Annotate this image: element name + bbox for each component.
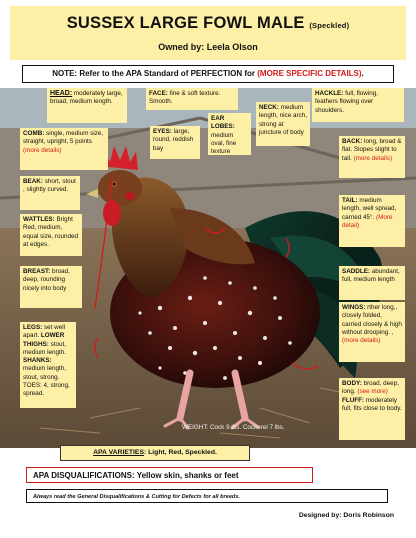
head-text: moderately large, broad, medium length. [50, 90, 123, 106]
label-neck [256, 102, 310, 146]
title-text: SUSSEX LARGE FOWL MALE [66, 14, 305, 32]
label-body [339, 378, 405, 440]
body-key: BODY: [342, 380, 362, 387]
label-eyes [150, 126, 200, 159]
shanks-key: SHANKS: [23, 357, 52, 365]
back-text: long, broad & flat. Slopes slight to tail. [342, 138, 402, 162]
face-key: FACE: [149, 90, 168, 97]
breast-key: BREAST: [23, 268, 51, 275]
owner-line: Owned by: Leela Olson [158, 42, 258, 52]
always-read-note: Always read the General Disqualifications & Cutting for Defects for all breeds. [26, 489, 388, 503]
saddle-key: SADDLE: [342, 268, 370, 275]
tail-text: medium length, well spread, carried 45°. [342, 197, 397, 221]
beak-text: short, stout , slightly curved. [23, 178, 76, 194]
wings-more-details-link[interactable]: (more details) [342, 337, 381, 345]
label-comb [20, 128, 108, 170]
tail-more-detail-link[interactable]: (More detail) [342, 213, 393, 229]
label-wattles [20, 214, 82, 256]
earlobes-key: EAR LOBES: [211, 115, 235, 131]
hackle-text: full, flowing, feathers flowing over shoulders. [315, 90, 378, 114]
page-title [10, 14, 406, 33]
thighs-text: stout, medium length. [23, 340, 67, 356]
back-key: BACK: [342, 138, 363, 145]
eyes-key: EYES: [153, 128, 172, 135]
head-key: HEAD: [50, 90, 73, 97]
fluff-key: FLUFF: [342, 396, 365, 404]
label-beak [20, 176, 80, 210]
beak-key: BEAK: [23, 178, 43, 185]
apa-varieties-key: APA VARIETIES [93, 449, 144, 456]
comb-more-details-link[interactable]: (more details) [23, 146, 62, 154]
note-highlight-link[interactable]: (MORE SPECIFIC DETAILS) [257, 69, 362, 78]
wings-key: WINGS: [342, 304, 366, 311]
label-breast [20, 266, 82, 308]
apa-varieties [60, 445, 250, 461]
comb-text: single, medium size, straight, upright, 5 points [23, 130, 104, 146]
label-back [339, 136, 405, 178]
eyes-text: large, round, reddish bay [153, 128, 194, 152]
wattles-key: WATTLES: [23, 216, 55, 223]
label-wings [339, 302, 405, 362]
legs-key: LEGS: [23, 324, 43, 331]
back-more-details-link[interactable]: (more details) [353, 154, 393, 162]
wings-text: rther long,, closely folded, carried closely & high without drooping. , [342, 304, 402, 336]
weight-caption: WEIGHT: Cock 9 lbs. Cockerel 7 lbs. [182, 424, 285, 431]
saddle-text: abundant, full, medium length [342, 268, 400, 284]
wattles-text: Bright Red, medium, equal size, rounded at edges. [23, 216, 78, 248]
title-subtitle: (Speckled) [309, 21, 350, 30]
note-prefix: NOTE: Refer to the APA Standard of PERFECTION for [52, 69, 258, 78]
label-saddle [339, 266, 405, 300]
apa-note [22, 65, 394, 83]
breast-text: broad, deep, rounding nicely into body [23, 268, 70, 292]
fluff-text: moderately full, fits close to body. [342, 396, 402, 412]
label-hackle [312, 88, 404, 122]
hackle-key: HACKLE: [315, 90, 344, 97]
note-suffix: . [361, 69, 364, 78]
body-text: broad, deep, long. [342, 380, 399, 396]
label-ear-lobes [208, 113, 251, 155]
legs-text: set well apart. [23, 324, 65, 340]
tail-key: TAIL: [342, 197, 358, 204]
label-legs [20, 322, 76, 408]
comb-key: COMB: [23, 130, 45, 137]
label-face [146, 88, 238, 110]
neck-key: NECK: [259, 104, 279, 111]
thighs-key: LOWER THIGHS: [23, 332, 65, 348]
neck-text: medium length, nice arch, strong at juncture of body [259, 104, 307, 136]
shanks-text: medium length, stout, strong. TOES: 4, strong, spread. [23, 365, 70, 398]
label-tail [339, 195, 405, 247]
body-see-more-link[interactable]: (see more) [357, 388, 388, 396]
earlobes-text: medium oval, fine texture [211, 131, 237, 156]
designed-by: Designed by: Doris Robinson [298, 512, 394, 519]
apa-disqualifications: APA DISQUALIFICATIONS: Yellow skin, shanks or feet [26, 467, 313, 483]
label-head [47, 88, 127, 123]
apa-varieties-text: : Light, Red, Speckled. [143, 449, 217, 456]
face-text: fine & soft texture. Smooth. [149, 90, 221, 106]
header-banner [10, 6, 406, 60]
